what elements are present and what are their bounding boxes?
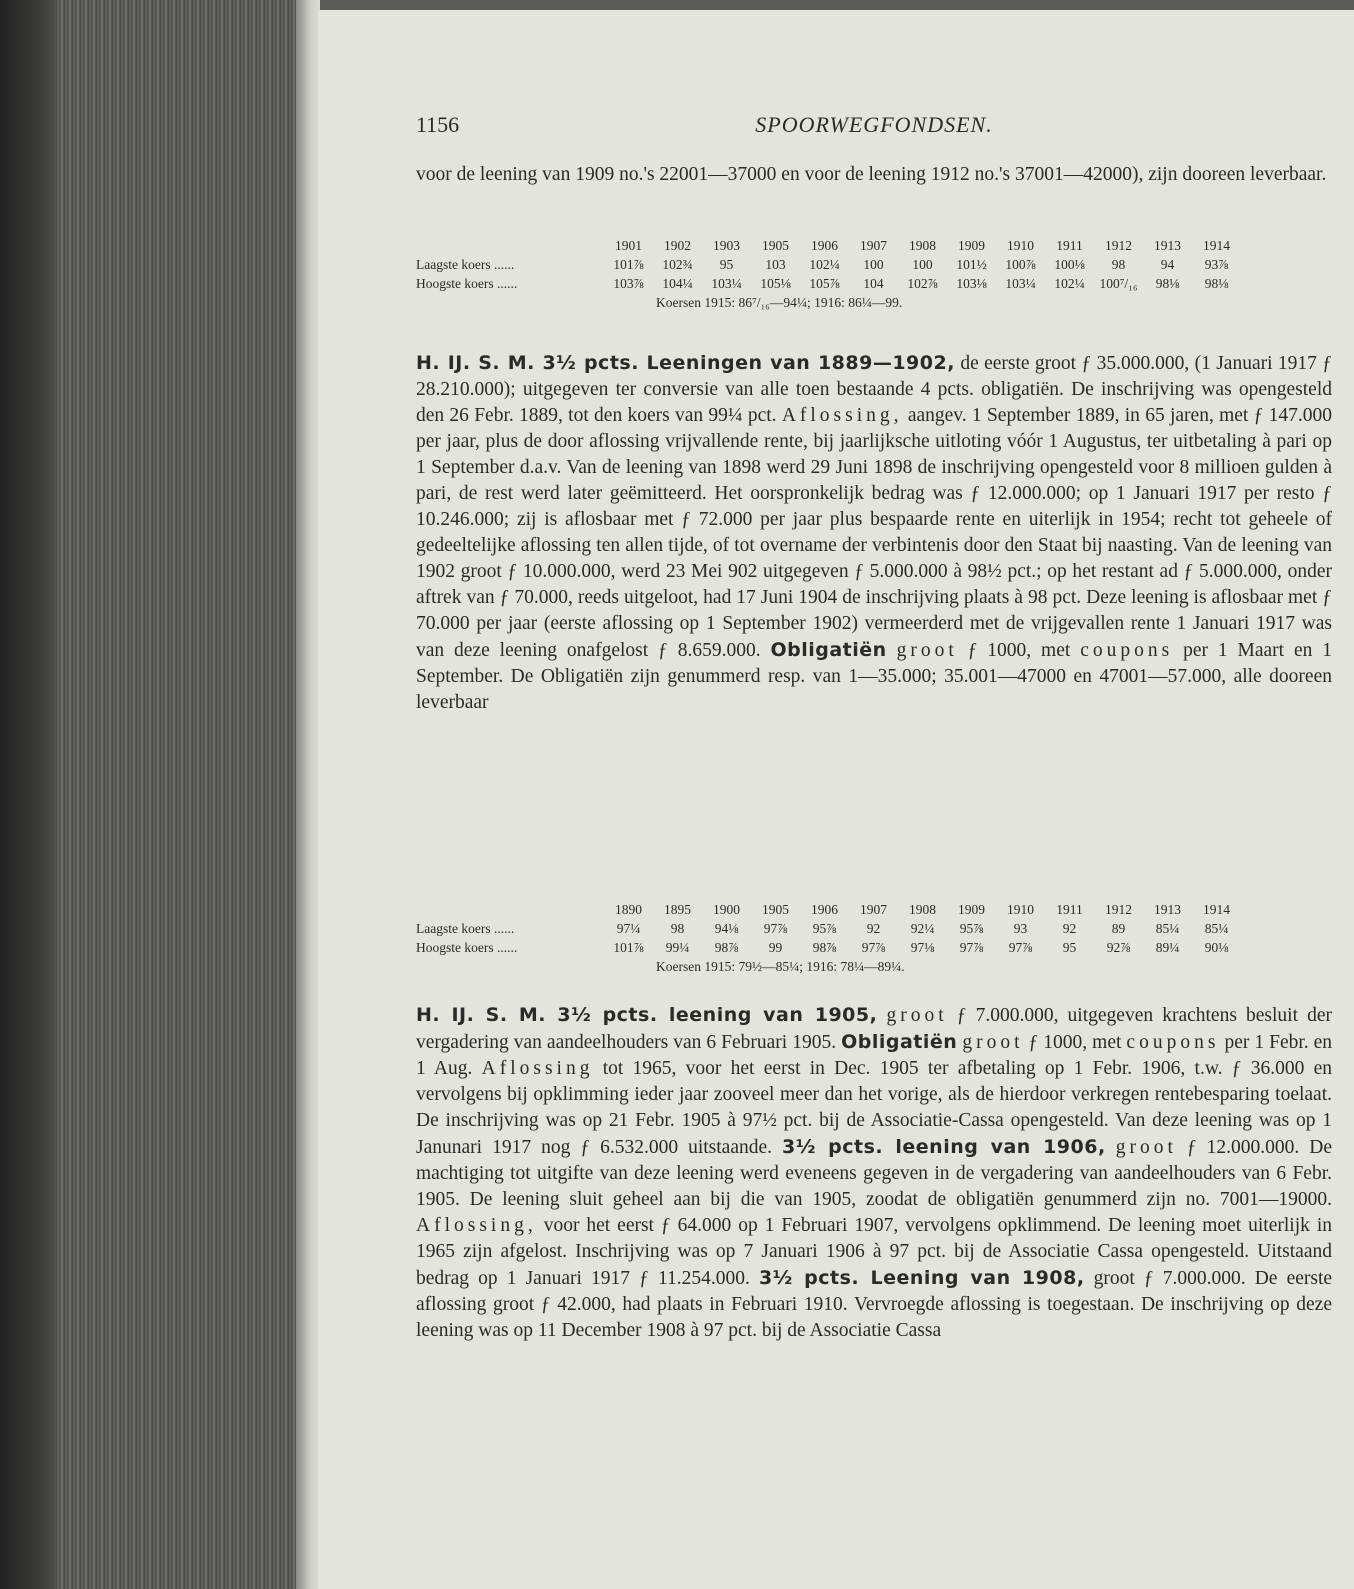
table-row-note [416,957,1332,976]
table-cell: 1905 [762,238,789,253]
table-row-low [416,255,1332,274]
table-cell: 1900 [713,902,740,917]
running-title: SPOORWEGFONDSEN. [755,112,993,137]
text-run: per 1 Febr. en 1 Aug. [416,1032,1333,1079]
table-cell: 1913 [1154,238,1181,253]
text-run: ƒ 12.000.000. De machtiging tot uitgifte van deze leening werd eveneens gegeven in de vergadering van aandeelhouders van 6 Febr. 1905. De leening sluit geheel aan bij die van 1905, zoodat de obligatiën genummerd zijn no. 7001—19000. [416,1137,1333,1210]
table-cell: 1906 [811,238,838,253]
spaced-term: coupons [1126,1032,1220,1053]
table-cell: 94 [1160,257,1175,272]
table-cell: 97¼ [616,921,641,936]
table-cell: 94⅛ [714,921,739,936]
low-label: Laagste koers ...... [416,257,515,272]
table-cell: 1901 [615,238,642,253]
high-cells [604,938,1241,957]
high-cells [604,274,1241,293]
table-cell: 100 [863,257,884,272]
table-cell: 103¼ [711,276,742,291]
table-cell: 93 [1013,921,1028,936]
page-gutter [296,0,320,1589]
table-cell: 97⅞ [959,940,984,955]
table-cell: 93⅞ [1204,257,1229,272]
table-cell: 98⅞ [812,940,837,955]
year-cells [604,900,1241,919]
table-cell: 89 [1111,921,1126,936]
table-cell: 1910 [1007,238,1034,253]
year-cells [604,236,1241,255]
high-label: Hoogste koers ...... [416,940,518,955]
table-cell: 1912 [1105,238,1132,253]
table-cell: 97⅞ [861,940,886,955]
price-table-2 [416,900,1332,976]
table-cell: 89¼ [1155,940,1180,955]
table-cell: 1890 [615,902,642,917]
table-row-note [416,293,1332,312]
spaced-term: coupons [1080,640,1174,661]
low-cells [604,919,1241,938]
table-cell: 103⅛ [956,276,987,291]
table-cell: 92⅞ [1106,940,1131,955]
text-run: ƒ 7.000.000, uitgegeven krachtens besluit der vergadering van aandeelhouders van 6 Februari 1905. [416,1005,1333,1053]
table-cell: 1914 [1203,238,1230,253]
table-cell: 85¼ [1204,921,1229,936]
table-cell: 95 [1062,940,1077,955]
table-cell: 1906 [811,902,838,917]
table-cell: 92¼ [910,921,935,936]
table-cell: 103⅞ [613,276,644,291]
spaced-term: groot [1115,1137,1177,1158]
table-cell: 100 [912,257,933,272]
spaced-term: Aflossing, [781,405,903,426]
text-run: aangev. 1 September 1889, in 65 jaren, met ƒ 147.000 per jaar, plus de door aflossing vrijvallende rente, bij jaarlijksche uitloting vóór 1 Augustus, ter uitbetaling à pari op 1 September d.a.v. Van de leening van 1898 werd 29 Juni 1898 de inschrijving opengesteld voor 8 millioen gulden à pari, de rest werd later geëmitteerd. Het oorspronkelijk bedrag was ƒ 12.000.000; op 1 Januari 1917 per resto ƒ 10.246.000; zij is aflosbaar met ƒ 72.000 per jaar plus bespaarde rente en uiterlijk in 1954; recht tot geheele of gedeeltelijke aflossing ten allen tijde, of tot overname der verbintenis door den Staat bij naasting. Van de leening van 1902 groot ƒ 10.000.000, werd 23 Mei 902 uitgegeven ƒ 5.000.000 à 98½ pct.; op het restant ad ƒ 5.000.000, onder aftrek van ƒ 70.000, reeds uitgeloot, had 17 Juni 1904 de inschrijving plaats à 98 pct. Deze leening is aflosbaar met ƒ 70.000 per jaar (eerste aflossing op 1 September 1902) vermeerderd met de vrijgevallen rente 1 Januari 1917 was van deze leening onafgelost ƒ 8.659.000. [416,405,1333,661]
table-cell: 101⅞ [613,940,644,955]
table-cell: 1911 [1056,238,1083,253]
inline-heading: Obligatiën [770,639,887,661]
inline-heading: 3½ pcts. Leening van 1908, [758,1267,1085,1289]
table-cell: 1909 [958,902,985,917]
text-run: ƒ 1000, met [1028,1032,1122,1053]
table-cell: 104¼ [662,276,693,291]
table-cell: 92 [866,921,881,936]
table-cell: 1909 [958,238,985,253]
table-row-high [416,938,1332,957]
table-cell: 98⅛ [1204,276,1229,291]
price-table-1 [416,236,1332,312]
table-cell: 1902 [664,238,691,253]
spaced-term: Aflossing [481,1058,594,1079]
book-page-edges [0,0,310,1589]
table-cell: 100⁷/₁₆ [1099,276,1138,291]
inline-heading: 3½ pcts. leening van 1906, [782,1136,1106,1158]
table-cell: 102⅞ [907,276,938,291]
table-cell: 103¼ [1005,276,1036,291]
table-cell: 99¼ [665,940,690,955]
spaced-term: groot [896,640,958,661]
table-cell: 102¼ [809,257,840,272]
table-cell: 105⅞ [809,276,840,291]
table-cell: 92 [1062,921,1077,936]
table-cell: 104 [863,276,884,291]
table-cell: 95⅞ [812,921,837,936]
text-run: voor het eerst ƒ 64.000 op 1 Februari 1907, vervolgens opklimmend. De leening moet uiterlijk in 1965 zijn afgelost. Inschrijving was op 7 Januari 1906 à 97 pct. bij de Associatie Cassa opengesteld. Uitstaand bedrag op 1 Januari 1917 ƒ 11.254.000. [416,1215,1333,1289]
page-number: 1156 [416,112,460,137]
table-row-years [416,236,1332,255]
table-row-high [416,274,1332,293]
table-cell: 85¼ [1155,921,1180,936]
table-cell: 1912 [1105,902,1132,917]
low-cells [604,255,1241,274]
section-1889-paragraph [416,350,1332,716]
koersen-note: Koersen 1915: 86⁷/₁₆—94¼; 1916: 86¼—99. [656,295,903,310]
spaced-term: Aflossing, [416,1215,537,1236]
table-cell: 100⅞ [1005,257,1036,272]
table-cell: 1895 [664,902,691,917]
book-page [318,10,1354,1589]
table-cell: 103 [765,257,786,272]
koersen-note: Koersen 1915: 79½—85¼; 1916: 78¼—89¼. [656,959,905,974]
table-cell: 1907 [860,238,887,253]
section-heading: H. IJ. S. M. 3½ pcts. leening van 1905, [416,1004,878,1026]
section-1905-paragraph [416,1002,1332,1344]
book-spine-shadow [0,0,55,1589]
table-cell: 98 [670,921,685,936]
table-cell: 100⅛ [1054,257,1085,272]
table-cell: 102¾ [662,257,693,272]
table-cell: 90⅛ [1204,940,1229,955]
table-cell: 98 [1111,257,1126,272]
table-cell: 95 [719,257,734,272]
table-row-low [416,919,1332,938]
inline-heading: Obligatiën [841,1031,958,1053]
table-cell: 1903 [713,238,740,253]
table-cell: 1905 [762,902,789,917]
table-cell: 102¼ [1054,276,1085,291]
table-cell: 1914 [1203,902,1230,917]
table-cell: 95⅞ [959,921,984,936]
spaced-term: groot [886,1005,948,1026]
table-cell: 98⅞ [714,940,739,955]
text-run: de eerste groot ƒ 35.000.000, (1 Januari 1917 ƒ 28.210.000); uitgegeven ter conversie van alle toen bestaande 4 pcts. obligatiën. De inschrijving was opengesteld den 26 Febr. 1889, tot den koers van 99¼ pct. [416,353,1333,426]
text-run: ƒ 1000, met [967,640,1071,661]
table-row-years [416,900,1332,919]
table-cell: 99 [768,940,783,955]
table-cell: 105⅛ [760,276,791,291]
table-cell: 1911 [1056,902,1083,917]
page-header [416,112,1332,142]
table-cell: 1908 [909,238,936,253]
text-run: tot 1965, voor het eerst in Dec. 1905 ter afbetaling op 1 Febr. 1906, t.w. ƒ 36.000 en vervolgens bij opklimming ieder jaar zooveel meer dan het vorige, als de hierdoor verkregen rentebesparing toelaat. De inschrijving was op 21 Febr. 1905 à 97½ pct. bij de Associatie-Cassa opengesteld. Van deze leening was op 1 Janunari 1917 nog ƒ 6.532.000 uitstaande. [416,1058,1333,1158]
table-cell: 101⅞ [613,257,644,272]
spaced-term: groot [962,1032,1024,1053]
low-label: Laagste koers ...... [416,921,515,936]
table-cell: 98⅛ [1155,276,1180,291]
table-cell: 1907 [860,902,887,917]
table-cell: 1908 [909,902,936,917]
text-run: per 1 Maart en 1 September. De Obligatiën zijn genummerd resp. van 1—35.000; 35.001—47000 en 47001—57.000, alle dooreen leverbaar [416,640,1333,713]
table-cell: 1910 [1007,902,1034,917]
intro-paragraph: voor de leening van 1909 no.'s 22001—37000 en voor de leening 1912 no.'s 37001—42000), zijn dooreen leverbaar. [416,164,1327,185]
table-cell: 97⅞ [763,921,788,936]
table-cell: 97⅞ [1008,940,1033,955]
text-run: groot ƒ 7.000.000. De eerste aflossing groot ƒ 42.000, had plaats in Februari 1910. Vervroegde aflossing is toegestaan. De inschrijving op deze leening was op 11 December 1908 à 97 pct. bij de Associatie Cassa [416,1268,1333,1341]
table-cell: 101½ [956,257,987,272]
table-cell: 1913 [1154,902,1181,917]
section-heading: H. IJ. S. M. 3½ pcts. Leeningen van 1889—1902, [416,352,955,374]
high-label: Hoogste koers ...... [416,276,518,291]
table-cell: 97⅛ [910,940,935,955]
